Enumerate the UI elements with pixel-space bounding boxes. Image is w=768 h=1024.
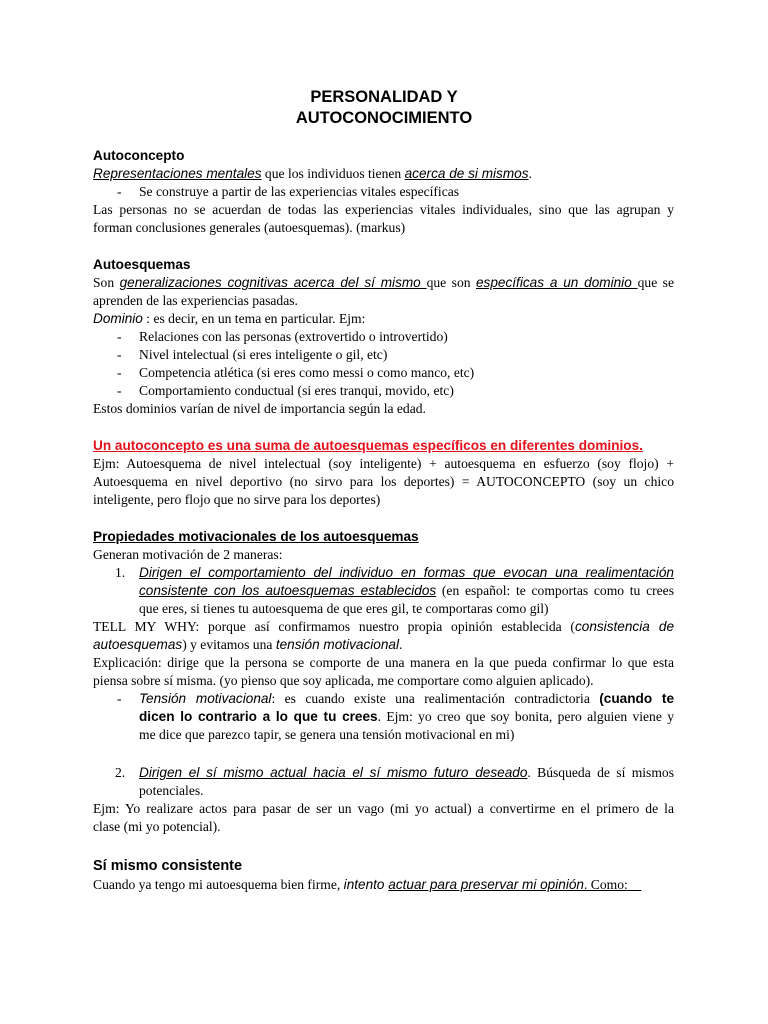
list-item: - Relaciones con las personas (extrovertido o introvertido) <box>117 329 448 344</box>
consistente-line: Cuando ya tengo mi autoesquema bien firme, intento actuar para preservar mi opinión. Como: <box>93 877 628 892</box>
list-item: - Se construye a partir de las experiencias vitales específicas <box>117 184 460 199</box>
tell-my-why-line: TELL MY WHY: porque así confirmamos nuestro propia opinión establecida (consistencia de <box>93 619 675 634</box>
numbered-item-1: 1. Dirigen el comportamiento del individuo en formas que evocan una realimentación <box>115 565 674 580</box>
list-item: - Comportamiento conductual (si eres tranqui, movido, etc) <box>117 383 454 398</box>
paragraph-line: aprenden de las experiencias pasadas. <box>93 293 298 308</box>
paragraph-line: Generan motivación de 2 maneras: <box>93 547 283 562</box>
autoesquemas-definition: Son generalizaciones cognitivas acerca del sí mismo que son específicas a un dominio que se <box>93 275 674 290</box>
numbered-item-2: 2. Dirigen el sí mismo actual hacia el sí mismo futuro deseado. Búsqueda de sí mismos <box>115 765 674 780</box>
numbered-item-2-line-2: potenciales. <box>139 783 204 798</box>
paragraph-line: forman conclusiones generales (autoesquemas). (markus) <box>93 220 406 235</box>
paragraph-line: clase (mi yo potencial). <box>93 819 221 834</box>
heading-autoconcepto: Autoconcepto <box>93 148 185 163</box>
heading-propiedades: Propiedades motivacionales de los autoesquemas <box>93 529 419 544</box>
section-autoesquemas <box>93 256 674 418</box>
heading-consistente: Sí mismo consistente <box>93 858 243 874</box>
list-item: - Competencia atlética (si eres como messi o como manco, etc) <box>117 365 475 380</box>
list-item: - Nivel intelectual (si eres inteligente o gil, etc) <box>117 347 388 362</box>
title-line-2: AUTOCONOCIMIENTO <box>295 109 473 127</box>
paragraph-line: piensa sobre sí misma. (yo pienso que soy aplicada, me comportare como alguien aplicado). <box>93 673 594 688</box>
section-propiedades-2 <box>93 764 674 836</box>
numbered-item-1-line-2: consistente con los autoesquemas establecidos (en español: te comportas como tu crees <box>139 583 674 598</box>
section-propiedades <box>93 528 674 744</box>
section-autoconcepto <box>93 147 674 237</box>
paragraph-line: inteligente, pero flojo que no sirve para los deportes) <box>93 492 381 507</box>
autoconcepto-definition: Representaciones mentales que los individuos tienen acerca de si mismos. <box>93 166 532 181</box>
paragraph-line: Explicación: dirige que la persona se comporte de una manera en la que pueda confirmar lo que esta <box>93 655 674 670</box>
highlight-statement: Un autoconcepto es una suma de autoesquemas específicos en diferentes dominios. <box>93 438 643 453</box>
list-item-continued: dicen lo contrario a lo que tu crees. Ejm: yo creo que soy bonita, pero alguien viene y <box>139 709 675 724</box>
paragraph-line: Ejm: Yo realizare actos para pasar de ser un vago (mi yo actual) a convertirme en el primero de la <box>93 801 674 816</box>
paragraph-line: Ejm: Autoesquema de nivel intelectual (soy inteligente) + autoesquema en esfuerzo (soy flojo) + <box>93 456 674 471</box>
heading-autoesquemas: Autoesquemas <box>93 257 191 272</box>
numbered-item-1-line-3: que eres, si tienes tu autoesquema de que eres gil, te comportaras como gil) <box>139 601 549 616</box>
list-item: - Tensión motivacional: es cuando existe una realimentación contradictoria (cuando te <box>117 691 674 706</box>
document-title <box>0 87 768 129</box>
section-suma <box>93 437 674 509</box>
paragraph-line: Las personas no se acuerdan de todas las experiencias vitales individuales, sino que las agrupan y <box>93 202 674 217</box>
dominio-line: Dominio : es decir, en un tema en particular. Ejm: <box>93 311 366 326</box>
tell-my-why-line-2: autoesquemas) y evitamos una tensión motivacional. <box>93 637 403 652</box>
title-line-1: PERSONALIDAD Y <box>310 88 458 106</box>
paragraph-line: Autoesquema en nivel deportivo (no sirvo para los deportes) = AUTOCONCEPTO (soy un chico <box>93 474 674 489</box>
paragraph-line: Estos dominios varían de nivel de importancia según la edad. <box>93 401 426 416</box>
section-consistente <box>93 856 674 894</box>
list-item-continued: me dice que parezco tapir, se genera una tensión motivacional en mi) <box>139 727 515 742</box>
